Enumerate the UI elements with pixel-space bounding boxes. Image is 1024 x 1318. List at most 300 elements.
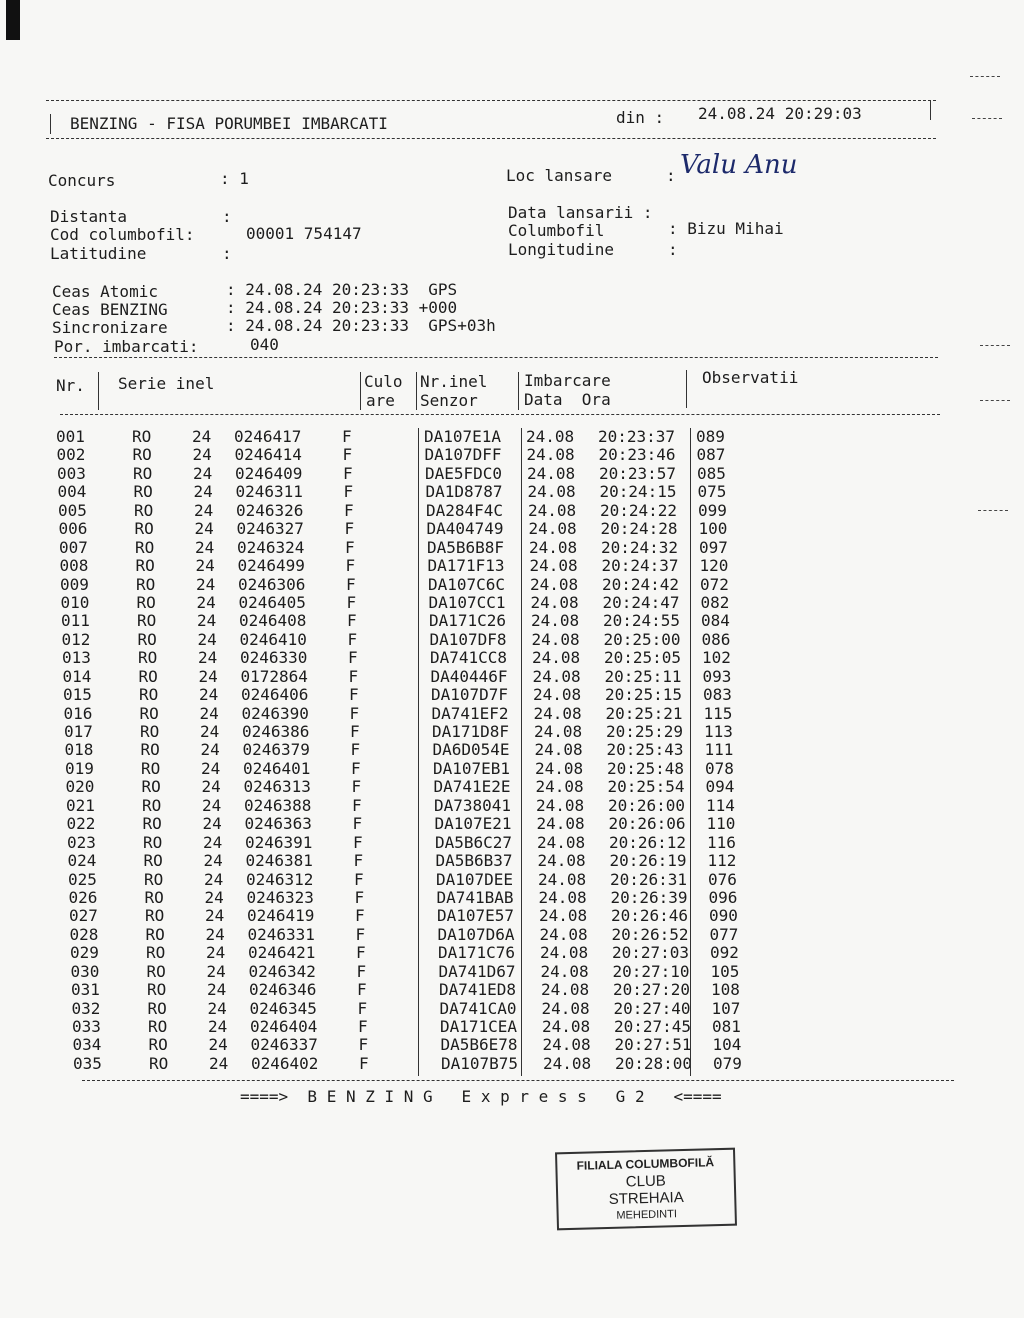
cell-date: 24.08 [532, 648, 581, 668]
col-data-ora: Data Ora [524, 390, 611, 409]
cell-nr: 032 [71, 998, 101, 1018]
cell-date: 24.08 [539, 924, 588, 944]
cell-country: RO [141, 777, 161, 797]
cell-country: RO [142, 814, 162, 834]
cell-ring: 0246404 [250, 1017, 318, 1036]
cell-time: 20:27:20 [613, 980, 691, 1000]
cell-date: 24.08 [543, 1053, 592, 1073]
cell-ring: 0246312 [246, 869, 314, 889]
cell-year: 24 [198, 648, 218, 668]
table-row [68, 871, 756, 889]
table-row [58, 483, 757, 501]
cell-nr: 021 [66, 795, 95, 815]
cell-year: 24 [201, 758, 221, 778]
cell-time: 20:23:37 [598, 427, 676, 446]
cell-observatii: 087 [696, 445, 726, 465]
cell-ring: 0246326 [236, 500, 304, 520]
cell-country: RO [135, 537, 155, 557]
cell-sex: F [348, 666, 359, 686]
cell-country: RO [136, 592, 156, 612]
cell-sex: F [352, 795, 362, 815]
cell-ring: 0246306 [238, 574, 306, 594]
cell-nr: 010 [60, 592, 90, 612]
cell-year: 24 [194, 500, 214, 520]
cell-nr: 009 [60, 574, 89, 594]
cell-time: 20:26:39 [610, 887, 688, 907]
table-row [65, 741, 757, 759]
cell-nr: 033 [72, 1017, 101, 1036]
cell-date: 24.08 [537, 851, 586, 871]
table-row [63, 686, 756, 704]
cell-nr: 031 [71, 980, 100, 1000]
cell-observatii: 092 [710, 943, 739, 963]
cell-sex: F [350, 740, 361, 760]
porumbei-imbarcati-value: 040 [250, 335, 279, 354]
cell-sex: F [349, 703, 360, 723]
cell-observatii: 093 [702, 666, 732, 686]
cell-date: 24.08 [528, 500, 577, 520]
ceas-benzing-label: Ceas BENZING [52, 300, 168, 319]
cell-time: 20:25:48 [607, 758, 685, 778]
cell-ring: 0246391 [245, 832, 313, 852]
cell-date: 24.08 [533, 685, 582, 705]
cell-country: RO [138, 648, 158, 668]
cell-sex: F [352, 814, 363, 834]
columbofil-value: : Bizu Mihai [668, 219, 784, 238]
cell-sex: F [350, 722, 360, 741]
cell-sensor: DA107DF8 [429, 629, 507, 649]
cell-year: 24 [202, 795, 222, 815]
cell-observatii: 075 [697, 482, 727, 502]
cell-ring: 0246342 [248, 961, 316, 981]
cell-country: RO [144, 869, 164, 889]
cell-ring: 0246409 [235, 463, 303, 483]
cell-nr: 027 [69, 906, 98, 926]
columns-top-rule [54, 357, 938, 358]
cell-ring: 0246408 [239, 611, 307, 631]
cell-sex: F [343, 463, 353, 483]
table-row [73, 1055, 756, 1073]
table-row [69, 889, 757, 907]
cell-country: RO [147, 998, 167, 1018]
cell-year: 24 [194, 519, 214, 539]
cell-country: RO [134, 519, 154, 539]
cell-ring: 0246363 [244, 814, 312, 834]
cell-sex: F [357, 998, 368, 1018]
cell-sensor: DA107E21 [434, 814, 512, 834]
table-row [64, 705, 757, 723]
concurs-label: Concurs [48, 171, 116, 190]
cell-year: 24 [193, 482, 213, 502]
table-row [62, 649, 756, 667]
cell-year: 24 [193, 463, 213, 483]
cell-date: 24.08 [533, 703, 582, 723]
cell-observatii: 102 [702, 648, 731, 668]
cell-time: 20:24:15 [599, 482, 677, 502]
cell-nr: 005 [58, 500, 87, 520]
cell-date: 24.08 [541, 980, 590, 1000]
cell-country: RO [146, 943, 166, 963]
cell-nr: 011 [61, 611, 90, 631]
cell-year: 24 [206, 961, 226, 981]
cell-observatii: 078 [705, 758, 734, 778]
cell-ring: 0246381 [245, 851, 313, 871]
cell-sensor: DA741ED8 [439, 980, 517, 1000]
obs-col-left-rule [690, 428, 691, 1076]
table-row [60, 557, 757, 575]
table-row [59, 520, 757, 538]
cell-time: 20:26:46 [611, 906, 689, 926]
cell-time: 20:23:57 [599, 463, 677, 483]
cell-sex: F [354, 887, 365, 907]
cell-observatii: 082 [700, 592, 730, 612]
cell-ring: 0172864 [240, 666, 308, 686]
cell-sex: F [348, 648, 358, 668]
cell-ring: 0246313 [243, 777, 311, 797]
cell-time: 20:24:32 [601, 537, 679, 557]
cell-country: RO [133, 463, 153, 483]
cell-sex: F [344, 519, 355, 539]
cell-nr: 020 [65, 777, 95, 797]
table-row [62, 631, 757, 649]
cell-nr: 023 [67, 832, 96, 852]
cell-sensor: DA107C6C [428, 574, 506, 594]
cell-date: 24.08 [535, 777, 584, 797]
cell-country: RO [132, 427, 152, 446]
cell-year: 24 [202, 814, 222, 834]
cell-country: RO [137, 629, 157, 649]
cell-nr: 035 [73, 1053, 102, 1073]
stamp-line-3: STREHAIA [608, 1189, 684, 1208]
cell-year: 24 [208, 1035, 228, 1055]
cell-time: 20:24:28 [600, 519, 678, 539]
cell-sensor: DA107B75 [441, 1053, 519, 1073]
columns-bottom-rule [60, 414, 940, 415]
cell-sensor: DA741EF2 [431, 703, 509, 723]
cell-nr: 004 [57, 482, 87, 502]
cell-nr: 022 [66, 814, 96, 834]
cell-observatii: 120 [699, 556, 729, 576]
header-top-rule [46, 100, 936, 101]
cell-time: 20:26:31 [610, 869, 688, 889]
cell-ring: 0246419 [247, 906, 315, 926]
cell-ring: 0246379 [242, 740, 310, 760]
cell-nr: 003 [57, 463, 86, 483]
cell-date: 24.08 [540, 943, 589, 963]
cell-date: 24.08 [532, 666, 581, 686]
cell-time: 20:25:15 [605, 685, 683, 705]
table-row [57, 465, 756, 483]
cell-date: 24.08 [530, 592, 579, 612]
cell-country: RO [142, 795, 162, 815]
cell-time: 20:24:47 [602, 592, 680, 612]
cell-year: 24 [205, 924, 225, 944]
cell-year: 24 [199, 685, 219, 705]
sincronizare-value: : 24.08.24 20:23:33 GPS+03h [226, 316, 496, 335]
cell-sensor: DA5B6B8F [427, 537, 505, 557]
cod-columbofil-label: Cod columbofil: [50, 225, 195, 244]
data-lansarii-label: Data lansarii : [508, 203, 653, 222]
cell-ring: 0246421 [248, 943, 316, 963]
cell-time: 20:27:03 [612, 943, 690, 963]
cell-observatii: 090 [709, 906, 738, 926]
cell-sensor: DA107DEE [436, 869, 514, 889]
footer-banner: ====> B E N Z I N G E x p r e s s G 2 <==== [240, 1087, 722, 1106]
cell-ring: 0246386 [242, 722, 310, 741]
cell-country: RO [140, 722, 160, 741]
cell-sensor: DA171C76 [438, 943, 516, 963]
cell-observatii: 112 [707, 851, 737, 871]
cell-observatii: 099 [698, 500, 727, 520]
cell-date: 24.08 [528, 519, 577, 539]
cell-sensor: DAE5FDC0 [425, 463, 503, 483]
latitudine-label: Latitudine [50, 244, 147, 263]
cell-year: 24 [197, 611, 217, 631]
cell-country: RO [148, 1017, 168, 1036]
cell-sex: F [355, 906, 365, 926]
cell-nr: 001 [56, 427, 85, 446]
cell-country: RO [134, 500, 154, 520]
cell-sensor: DA107DFF [424, 445, 502, 465]
cell-time: 20:26:00 [608, 795, 686, 815]
cell-nr: 006 [58, 519, 88, 539]
cell-time: 20:24:55 [603, 611, 681, 631]
distanta-sep: : [222, 207, 232, 226]
pigeon-table [56, 428, 756, 1073]
cell-sex: F [353, 832, 363, 852]
cell-sensor: DA107D7F [431, 685, 509, 705]
table-bottom-rule [82, 1080, 954, 1081]
cell-nr: 008 [59, 556, 89, 576]
cell-date: 24.08 [527, 463, 576, 483]
cell-time: 20:27:51 [614, 1035, 692, 1055]
cell-observatii: 096 [708, 887, 738, 907]
cell-observatii: 100 [698, 519, 728, 539]
header-right-bar [930, 100, 931, 120]
table-row [60, 576, 756, 594]
cell-nr: 029 [70, 943, 99, 963]
col-divider [686, 370, 687, 408]
cell-ring: 0246388 [244, 795, 312, 815]
cell-nr: 018 [64, 740, 94, 760]
cell-sex: F [356, 961, 367, 981]
cell-country: RO [149, 1053, 169, 1073]
table-row [71, 981, 756, 999]
cell-time: 20:25:21 [605, 703, 683, 723]
loc-lansare-sep: : [666, 166, 676, 185]
cell-time: 20:25:11 [604, 666, 682, 686]
cell-date: 24.08 [536, 814, 585, 834]
cell-sex: F [351, 758, 361, 778]
table-row [61, 612, 756, 630]
cell-country: RO [144, 887, 164, 907]
cell-date: 24.08 [539, 906, 588, 926]
cell-nr: 030 [70, 961, 100, 981]
cell-ring: 0246405 [238, 592, 306, 612]
cell-year: 24 [200, 740, 220, 760]
cell-observatii: 086 [701, 629, 731, 649]
cell-country: RO [148, 1035, 168, 1055]
cell-sensor: DA107E1A [424, 427, 502, 446]
cell-observatii: 072 [700, 574, 729, 594]
loc-lansare-label: Loc lansare [506, 166, 612, 185]
ceas-atomic-value: : 24.08.24 20:23:33 GPS [226, 280, 458, 299]
cell-nr: 017 [64, 722, 93, 741]
table-row [70, 944, 756, 962]
cell-date: 24.08 [530, 574, 579, 594]
table-row [63, 668, 757, 686]
cell-sex: F [357, 980, 367, 1000]
cell-year: 24 [206, 943, 226, 963]
cell-time: 20:27:10 [612, 961, 690, 981]
cell-ring: 0246311 [235, 482, 303, 502]
cell-sex: F [355, 924, 366, 944]
longitudine-label: Longitudine [508, 240, 614, 259]
header-timestamp: 24.08.24 20:29:03 [698, 104, 862, 123]
cell-sensor: DA741CA0 [439, 998, 517, 1018]
cell-sensor: DA5B6C27 [435, 832, 513, 852]
cell-time: 20:26:52 [611, 924, 689, 944]
cell-sex: F [346, 592, 357, 612]
table-row [70, 926, 757, 944]
cell-sensor: DA40446F [430, 666, 508, 686]
sensor-col-right-rule [521, 428, 522, 1076]
cell-nr: 012 [61, 629, 91, 649]
cell-nr: 025 [68, 869, 97, 889]
cell-time: 20:23:46 [598, 445, 676, 465]
margin-mark [978, 510, 1008, 511]
cell-ring: 0246417 [234, 427, 302, 446]
cell-date: 24.08 [542, 1035, 591, 1055]
col-nr: Nr. [56, 376, 85, 395]
col-divider [518, 372, 519, 410]
cell-nr: 013 [62, 648, 91, 668]
cell-date: 24.08 [535, 758, 584, 778]
cell-nr: 028 [69, 924, 99, 944]
cell-time: 20:24:42 [602, 574, 680, 594]
table-row [65, 760, 756, 778]
stamp-line-1: FILIALA COLUMBOFILĂ [576, 1155, 715, 1173]
header-bottom-rule [46, 138, 936, 139]
cell-nr: 024 [67, 851, 97, 871]
stamp-line-2: CLUB [625, 1172, 667, 1191]
cell-sensor: DA5B6E78 [440, 1035, 518, 1055]
cell-sex: F [347, 611, 357, 631]
cell-date: 24.08 [526, 427, 575, 446]
table-row [64, 723, 756, 741]
sensor-col-left-rule [418, 428, 419, 1076]
cell-sensor: DA741D67 [438, 961, 516, 981]
columbofil-label: Columbofil [508, 221, 605, 240]
ceas-benzing-value: : 24.08.24 20:23:33 +000 [226, 298, 458, 317]
cell-nr: 014 [62, 666, 92, 686]
cell-observatii: 105 [710, 961, 740, 981]
cell-sex: F [359, 1053, 369, 1073]
club-stamp [555, 1148, 737, 1231]
cell-year: 24 [208, 1017, 228, 1036]
cell-sensor: DA6D054E [432, 740, 510, 760]
cell-time: 20:25:29 [606, 722, 684, 741]
cell-time: 20:24:22 [600, 500, 678, 520]
cell-year: 24 [196, 592, 216, 612]
header-left-bar [50, 114, 51, 134]
cell-sensor: DA404749 [426, 519, 504, 539]
distanta-label: Distanta [50, 207, 128, 226]
scan-edge-mark [6, 0, 20, 40]
cell-observatii: 077 [709, 924, 739, 944]
longitudine-sep: : [668, 240, 678, 259]
cell-ring: 0246401 [243, 758, 311, 778]
cell-observatii: 107 [711, 998, 741, 1018]
cell-date: 24.08 [540, 961, 589, 981]
cell-year: 24 [204, 869, 224, 889]
cell-date: 24.08 [538, 887, 587, 907]
cell-date: 24.08 [531, 629, 580, 649]
cell-sensor: DA107CC1 [428, 592, 506, 612]
cell-year: 24 [207, 980, 227, 1000]
cell-date: 24.08 [538, 869, 587, 889]
table-row [73, 1036, 757, 1054]
col-divider [416, 372, 417, 410]
cell-sex: F [353, 851, 364, 871]
cell-nr: 026 [68, 887, 98, 907]
cell-ring: 0246327 [236, 519, 304, 539]
cell-year: 24 [192, 445, 212, 465]
cell-time: 20:28:00 [615, 1053, 693, 1073]
cell-observatii: 108 [711, 980, 740, 1000]
col-observatii: Observatii [702, 368, 799, 387]
cell-ring: 0246337 [250, 1035, 318, 1055]
cell-date: 24.08 [537, 832, 586, 852]
col-imbarcare: Imbarcare [524, 371, 611, 390]
cell-sex: F [346, 574, 356, 594]
cell-observatii: 111 [704, 740, 734, 760]
cell-nr: 002 [56, 445, 86, 465]
document-title: BENZING - FISA PORUMBEI IMBARCATI [70, 114, 388, 133]
cell-date: 24.08 [534, 722, 583, 741]
cell-sex: F [358, 1017, 368, 1036]
cell-sex: F [354, 869, 364, 889]
cod-columbofil-value: 00001 754147 [246, 224, 362, 243]
table-row [69, 907, 756, 925]
margin-mark [972, 118, 1002, 119]
cell-year: 24 [195, 537, 215, 557]
margin-mark [970, 76, 1000, 77]
cell-country: RO [139, 685, 159, 705]
cell-time: 20:25:43 [606, 740, 684, 760]
cell-year: 24 [197, 629, 217, 649]
cell-nr: 007 [59, 537, 88, 557]
cell-ring: 0246345 [249, 998, 317, 1018]
cell-observatii: 089 [696, 427, 725, 446]
cell-country: RO [132, 445, 152, 465]
cell-observatii: 085 [697, 463, 726, 483]
cell-year: 24 [204, 887, 224, 907]
din-label: din : [616, 108, 665, 127]
cell-sensor: DA741CC8 [430, 648, 508, 668]
cell-sensor: DA741E2E [433, 777, 511, 797]
cell-year: 24 [196, 574, 216, 594]
cell-nr: 016 [63, 703, 93, 723]
table-row [56, 428, 756, 446]
cell-country: RO [133, 482, 153, 502]
cell-observatii: 113 [704, 722, 733, 741]
cell-year: 24 [203, 832, 223, 852]
cell-ring: 0246330 [240, 648, 308, 668]
cell-sex: F [342, 445, 353, 465]
cell-time: 20:25:05 [604, 648, 682, 668]
cell-observatii: 104 [712, 1035, 742, 1055]
